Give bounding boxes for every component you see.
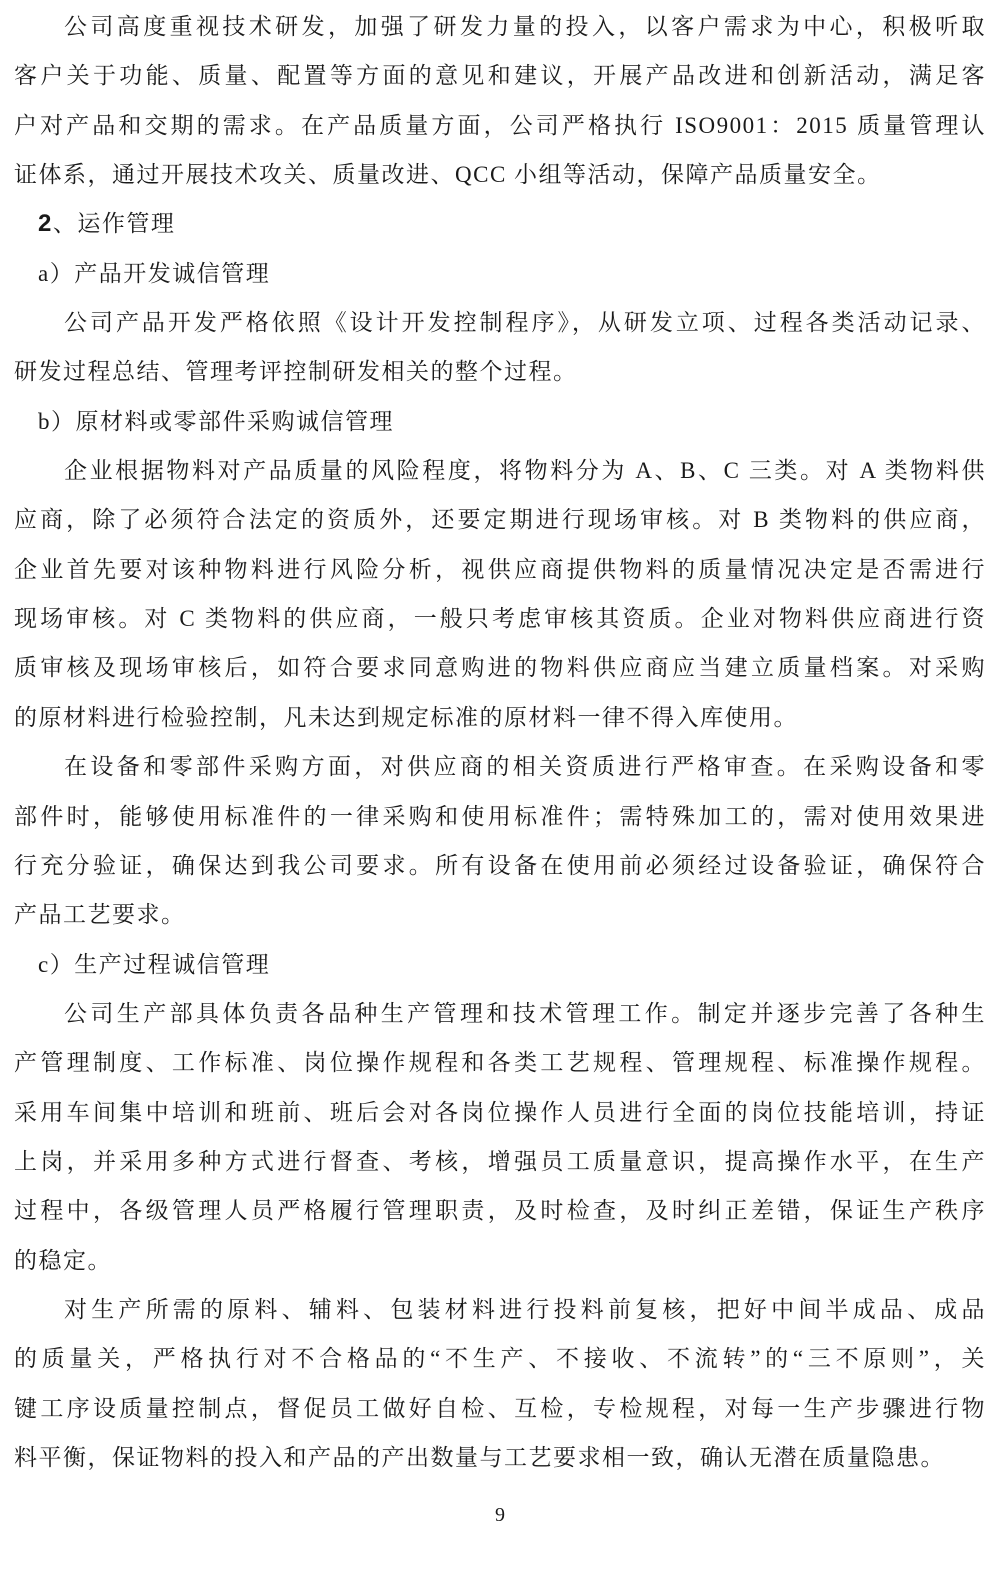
text-line: 公司产品开发严格依照《设计开发控制程序》，从研发立项、过程各类活动记录、 — [64, 310, 986, 336]
text-line: 采用车间集中培训和班前、班后会对各岗位操作人员进行全面的岗位技能培训，持证 — [14, 1099, 986, 1125]
text-line: 的稳定。 — [14, 1247, 112, 1273]
text-line: 的原材料进行检验控制，凡未达到规定标准的原材料一律不得入库使用。 — [14, 704, 798, 730]
text-line: 质审核及现场审核后，如符合要求同意购进的物料供应商应当建立质量档案。对采购 — [14, 655, 986, 681]
page-number: 9 — [495, 1504, 505, 1526]
text-line: 行充分验证，确保达到我公司要求。所有设备在使用前必须经过设备验证，确保符合 — [14, 852, 986, 878]
section-heading: b）原材料或零部件采购诚信管理 — [38, 408, 394, 434]
section-heading: 2、运作管理 — [38, 210, 176, 238]
text-line: 研发过程总结、管理考评控制研发相关的整个过程。 — [14, 359, 578, 385]
heading-number: 2 — [38, 210, 53, 238]
text-line: 的质量关，严格执行对不合格品的“不生产、不接收、不流转”的“三不原则”，关 — [14, 1346, 986, 1372]
text-line: 在设备和零部件采购方面，对供应商的相关资质进行严格审查。在采购设备和零 — [64, 754, 986, 780]
text-line: 应商，除了必须符合法定的资质外，还要定期进行现场审核。对 B 类物料的供应商， — [14, 507, 986, 533]
text-line: 公司生产部具体负责各品种生产管理和技术管理工作。制定并逐步完善了各种生 — [64, 1000, 986, 1026]
section-heading: a）产品开发诚信管理 — [38, 260, 271, 286]
text-line: 产品工艺要求。 — [14, 902, 186, 928]
text-line: 客户关于功能、质量、配置等方面的意见和建议，开展产品改进和创新活动，满足客 — [14, 63, 986, 89]
section-heading: c）生产过程诚信管理 — [38, 951, 271, 977]
text-line: 企业根据物料对产品质量的风险程度，将物料分为 A、B、C 三类。对 A 类物料供 — [64, 458, 986, 484]
text-line: 企业首先要对该种物料进行风险分析，视供应商提供物料的质量情况决定是否需进行 — [14, 556, 986, 582]
text-line: 证体系，通过开展技术攻关、质量改进、QCC 小组等活动，保障产品质量安全。 — [14, 162, 882, 188]
text-line: 料平衡，保证物料的投入和产品的产出数量与工艺要求相一致，确认无潜在质量隐患。 — [14, 1444, 945, 1470]
text-line: 部件时，能够使用标准件的一律采购和使用标准件；需特殊加工的，需对使用效果进 — [14, 803, 986, 829]
text-line: 对生产所需的原料、辅料、包装材料进行投料前复核，把好中间半成品、成品 — [64, 1296, 986, 1322]
text-line: 过程中，各级管理人员严格履行管理职责，及时检查，及时纠正差错，保证生产秩序 — [14, 1198, 986, 1224]
text-line: 上岗，并采用多种方式进行督查、考核，增强员工质量意识，提高操作水平，在生产 — [14, 1148, 986, 1174]
text-line: 产管理制度、工作标准、岗位操作规程和各类工艺规程、管理规程、标准操作规程。 — [14, 1050, 986, 1076]
text-line: 键工序设质量控制点，督促员工做好自检、互检，专检规程，对每一生产步骤进行物 — [14, 1395, 986, 1421]
text-line: 公司高度重视技术研发，加强了研发力量的投入，以客户需求为中心，积极听取 — [64, 14, 986, 39]
text-line: 现场审核。对 C 类物料的供应商，一般只考虑审核其资质。企业对物料供应商进行资 — [14, 606, 986, 632]
text-line: 户对产品和交期的需求。在产品质量方面，公司严格执行 ISO9001：2015 质量管理认 — [14, 112, 986, 138]
